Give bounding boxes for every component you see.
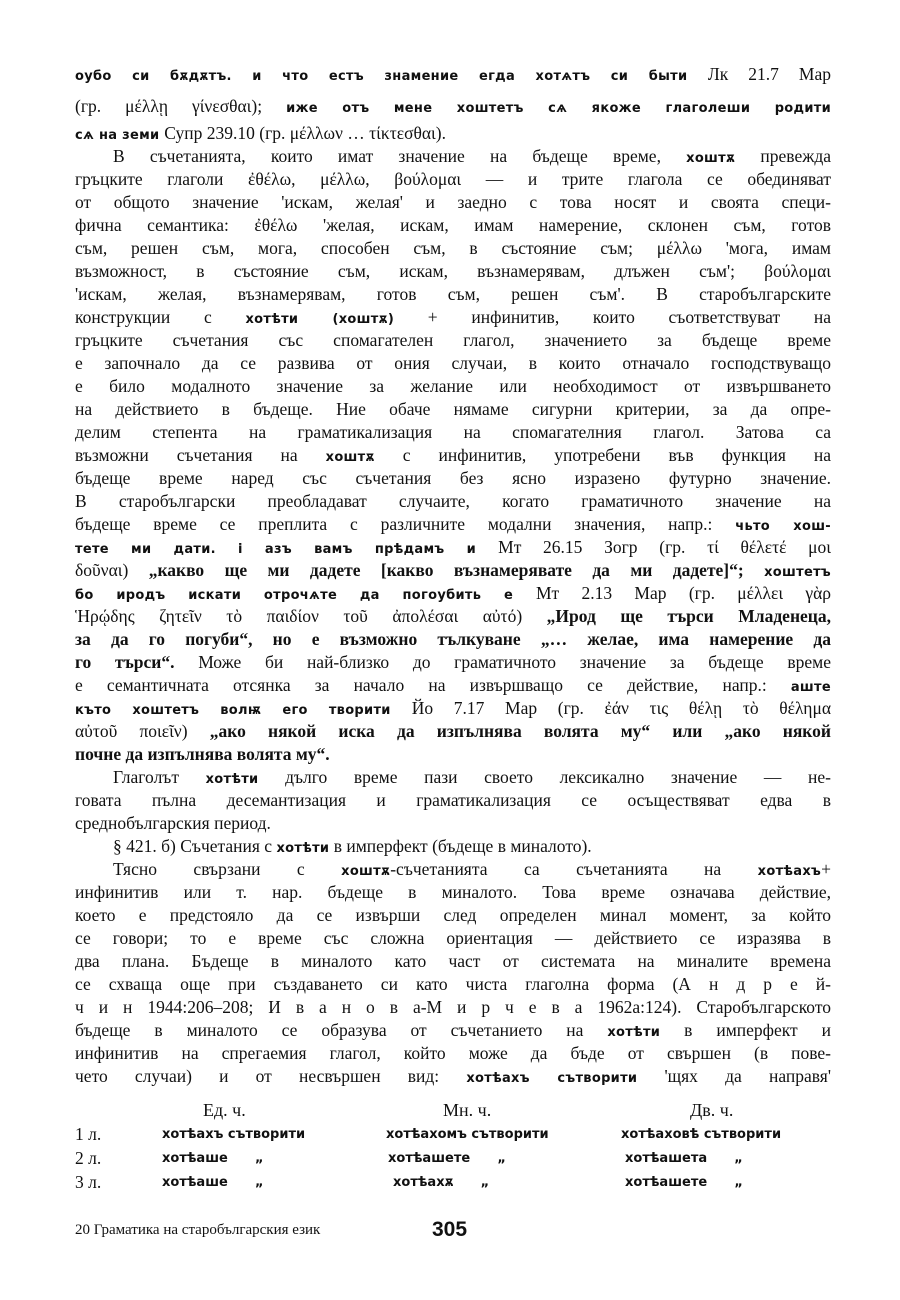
text-segment: се говори; то е време със сложна ориентация — действието се изразява в bbox=[75, 928, 831, 948]
translation-text: „Ирод ще търси Младенеца, bbox=[546, 606, 831, 626]
text-line bbox=[75, 996, 831, 1019]
text-line bbox=[75, 490, 831, 513]
text-segment: възможни съчетания на bbox=[75, 445, 326, 465]
text-segment: от общото значение 'искам, желая' и заедно с това носят и своята специ- bbox=[75, 192, 831, 212]
text-segment: бъдеще време се преплита с различните модални значения, напр.: bbox=[75, 514, 736, 534]
text-segment: -съчетанията са съчетанията на bbox=[390, 859, 758, 879]
old-bulgarian-quote: хоштѫ bbox=[325, 450, 375, 465]
column-header-dual: Дв. ч. bbox=[690, 1100, 734, 1120]
text-segment: гръцките глаголи ἐθέλω, μέλλω, βούλομαι — и трите глагола се обединяват bbox=[75, 169, 831, 189]
text-line bbox=[75, 214, 831, 237]
text-segment: на действието в бъдеще. Ние обаче нямаме сигурни критерии, за да опре- bbox=[75, 399, 831, 419]
text-segment: Глаголът bbox=[113, 767, 206, 787]
text-line bbox=[75, 306, 831, 329]
old-bulgarian-quote: хотѣти bbox=[607, 1025, 661, 1040]
text-line bbox=[75, 973, 831, 996]
table-row bbox=[75, 1124, 835, 1148]
text-segment: 'искам, желая, възнамерявам, готов съм, решен съм'. В старобългарските bbox=[75, 284, 831, 304]
text-line bbox=[75, 467, 831, 490]
text-segment: говата пълна десемантизация и граматикализация се осъществяват едва в bbox=[75, 790, 831, 810]
book-signature: 20 Граматика на старобългарския език bbox=[75, 1222, 321, 1238]
text-segment: в имперфект и bbox=[660, 1020, 831, 1040]
text-line bbox=[75, 421, 831, 444]
text-segment: (гр. μέλλῃ γίνεσθαι); bbox=[75, 96, 287, 116]
text-line bbox=[75, 375, 831, 398]
old-bulgarian-quote: хотѣахъ сътворити bbox=[466, 1071, 638, 1086]
text-segment: два плана. Бъдеще в миналото като част от системата на миналите времена bbox=[75, 951, 831, 971]
text-segment: δοῦναι) bbox=[75, 560, 149, 580]
text-line bbox=[75, 789, 831, 812]
text-segment: възможност, в състояние съм, искам, възнамерявам, длъжен съм'; βούλομαι bbox=[75, 261, 831, 281]
form-singular: хотѣахъ сътворити bbox=[162, 1127, 306, 1142]
text-segment: се схваща още при създаването си като чиста глаголна форма (А н д р е й- bbox=[75, 974, 831, 994]
text-segment: превежда bbox=[735, 146, 831, 166]
text-segment: В старобългарски преобладават случаите, когато граматичното значение на bbox=[75, 491, 831, 511]
translation-text: за да го погуби“, но е възможно тълкуване „… желае, има намерение да bbox=[75, 629, 831, 649]
old-bulgarian-quote: хотѣахъ bbox=[757, 864, 822, 879]
old-bulgarian-quote: бо иродъ искати отрочѧте да погоубить е bbox=[75, 588, 536, 603]
text-line bbox=[75, 237, 831, 260]
text-line bbox=[75, 651, 831, 674]
text-segment: Може би най-близко до граматичното значение за бъдеще време bbox=[198, 652, 831, 672]
text-segment: дълго време пази своето лексикално значение — не- bbox=[258, 767, 831, 787]
body-text bbox=[75, 58, 831, 1088]
text-segment: Лк 21.7 Мар bbox=[707, 64, 831, 84]
text-line bbox=[75, 697, 831, 720]
old-bulgarian-quote: къто хоштетъ волѭ его творити bbox=[75, 703, 412, 718]
table-row bbox=[75, 1148, 835, 1172]
text-line bbox=[75, 927, 831, 950]
text-segment: среднобългарския период. bbox=[75, 813, 271, 833]
text-line bbox=[75, 1042, 831, 1065]
text-line bbox=[75, 444, 831, 467]
old-bulgarian-quote: хоштѫ bbox=[341, 864, 391, 879]
text-line bbox=[75, 605, 831, 628]
text-segment: 'щях да направя' bbox=[637, 1066, 831, 1086]
text-segment: чето случаи) и от несвършен вид: bbox=[75, 1066, 467, 1086]
person-label: 1 л. bbox=[75, 1124, 102, 1144]
old-bulgarian-quote: аште bbox=[790, 680, 831, 695]
old-bulgarian-quote: хотѣти bbox=[205, 772, 259, 787]
table-row bbox=[75, 1172, 835, 1196]
old-bulgarian-quote: сѧ на земи bbox=[75, 128, 165, 143]
text-segment: конструкции с bbox=[75, 307, 246, 327]
translation-text: почне да изпълнява волята му“. bbox=[75, 744, 330, 764]
form-dual: хотѣашете „ bbox=[625, 1175, 743, 1190]
text-segment: с инфинитив, употребени във функция на bbox=[374, 445, 831, 465]
text-segment: Супр 239.10 (гр. μέλλων … τίκτεσθαι). bbox=[164, 123, 446, 143]
text-line bbox=[75, 812, 831, 835]
form-plural: хотѣашете „ bbox=[388, 1151, 506, 1166]
person-label: 3 л. bbox=[75, 1172, 102, 1192]
text-line bbox=[75, 352, 831, 375]
old-bulgarian-quote: иже отъ мене хоштетъ сѧ якоже глаголеши родити bbox=[286, 101, 831, 116]
text-line bbox=[75, 168, 831, 191]
old-bulgarian-quote: хоштетъ bbox=[764, 565, 832, 580]
translation-text: го търси“. bbox=[75, 652, 199, 672]
table-header-row bbox=[75, 1100, 835, 1124]
old-bulgarian-quote: хотѣти bbox=[276, 841, 330, 856]
text-segment: бъдеще време наред със съчетания без ясно изразено футурно значение. bbox=[75, 468, 831, 488]
text-line bbox=[75, 674, 831, 697]
text-segment: е семантичната отсянка за начало на извършващо се действие, напр.: bbox=[75, 675, 791, 695]
text-segment: съм, решен съм, мога, способен съм, в състояние съм; μέλλω 'мога, имам bbox=[75, 238, 831, 258]
translation-text: „ако някой иска да изпълнява волята му“ или „ако някой bbox=[209, 721, 831, 741]
page-number: 305 bbox=[432, 1218, 468, 1241]
text-segment: в имперфект (бъдеще в миналото). bbox=[329, 836, 592, 856]
text-line bbox=[75, 1019, 831, 1042]
text-segment: + bbox=[821, 859, 831, 879]
text-segment: ч и н 1944:206–208; И в а н о в а-М и р ч е в а 1962a:124). Старобългарското bbox=[75, 997, 831, 1017]
text-segment: Йо 7.17 Мар (гр. ἐάν τις θέλῃ τὸ θέλημα bbox=[411, 698, 831, 718]
text-segment: § 421. б) Съчетания с bbox=[113, 836, 277, 856]
text-line bbox=[75, 904, 831, 927]
text-segment: инфинитив или т. нар. бъдеще в миналото. Това време означава действие, bbox=[75, 882, 831, 902]
column-header-singular: Ед. ч. bbox=[203, 1100, 246, 1120]
text-line bbox=[75, 743, 831, 766]
old-bulgarian-quote: тете ми дати. і азъ вамъ прѣдамъ и bbox=[75, 542, 499, 557]
text-segment: бъдеще в миналото се образува от съчетанието на bbox=[75, 1020, 608, 1040]
text-line bbox=[75, 1065, 831, 1088]
text-line bbox=[75, 90, 831, 122]
old-bulgarian-quote: оубо си бѫдѫтъ. и что естъ знамение егда хотѧтъ си быти bbox=[75, 69, 708, 84]
page-footer bbox=[75, 1218, 835, 1246]
text-line bbox=[75, 559, 831, 582]
text-line bbox=[75, 398, 831, 421]
person-label: 2 л. bbox=[75, 1148, 102, 1168]
text-line bbox=[75, 329, 831, 352]
text-line bbox=[75, 536, 831, 559]
text-segment: е било модалното значение за желание или необходимост от извършването bbox=[75, 376, 831, 396]
text-line bbox=[75, 260, 831, 283]
text-line bbox=[75, 283, 831, 306]
text-line bbox=[75, 145, 831, 168]
text-line bbox=[75, 582, 831, 605]
form-singular: хотѣаше „ bbox=[162, 1175, 264, 1190]
column-header-plural: Мн. ч. bbox=[443, 1100, 492, 1120]
text-segment: инфинитив на спрегаемия глагол, който може да бъде от свършен (в пове- bbox=[75, 1043, 831, 1063]
text-line bbox=[75, 881, 831, 904]
text-segment: Ἡρῴδης ζητεῖν τὸ παιδίον τοῦ ἀπολέσαι αὐτό) bbox=[75, 606, 547, 626]
text-line bbox=[75, 766, 831, 789]
conjugation-table bbox=[75, 1100, 835, 1196]
text-line bbox=[75, 720, 831, 743]
old-bulgarian-quote: хотѣти (хоштѫ) bbox=[245, 312, 395, 327]
translation-text: „какво ще ми дадете [какво възнамерявате да ми дадете]“; bbox=[148, 560, 765, 580]
form-dual: хотѣашета „ bbox=[625, 1151, 743, 1166]
text-segment: В съчетанията, които имат значение на бъдеще време, bbox=[113, 146, 687, 166]
old-bulgarian-quote: хоштѫ bbox=[686, 151, 736, 166]
form-dual: хотѣаховѣ сътворити bbox=[621, 1127, 782, 1142]
text-segment: Мт 26.15 Зогр (гр. τί θέλετέ μοι bbox=[498, 537, 831, 557]
old-bulgarian-quote: чьто хош- bbox=[735, 519, 832, 534]
text-line bbox=[75, 628, 831, 651]
text-line bbox=[75, 858, 831, 881]
text-segment: гръцките съчетания със спомагателен глагол, значението за бъдеще време bbox=[75, 330, 831, 350]
text-line bbox=[75, 950, 831, 973]
text-line bbox=[75, 513, 831, 536]
text-segment: + инфинитив, които съответствуват на bbox=[394, 307, 831, 327]
text-line bbox=[75, 58, 831, 90]
text-segment: делим степента на граматикализация на спомагателния глагол. Затова са bbox=[75, 422, 831, 442]
text-line bbox=[75, 191, 831, 214]
form-singular: хотѣаше „ bbox=[162, 1151, 264, 1166]
text-segment: Тясно свързани с bbox=[113, 859, 342, 879]
text-segment: е започнало да се развива от ония случаи, в които отначало господствуващо bbox=[75, 353, 831, 373]
text-segment: αὐτοῦ ποιεῖν) bbox=[75, 721, 210, 741]
form-plural: хотѣахомъ сътворити bbox=[386, 1127, 549, 1142]
form-plural: хотѣахѫ „ bbox=[393, 1175, 490, 1190]
text-segment: което е предстояло да се извърши след определен минал момент, за който bbox=[75, 905, 831, 925]
text-line bbox=[75, 835, 831, 858]
text-segment: Мт 2.13 Мар (гр. μέλλει γὰρ bbox=[535, 583, 831, 603]
text-segment: фична семантика: ἐθέλω 'желая, искам, имам намерение, склонен съм, готов bbox=[75, 215, 831, 235]
text-line bbox=[75, 122, 831, 145]
